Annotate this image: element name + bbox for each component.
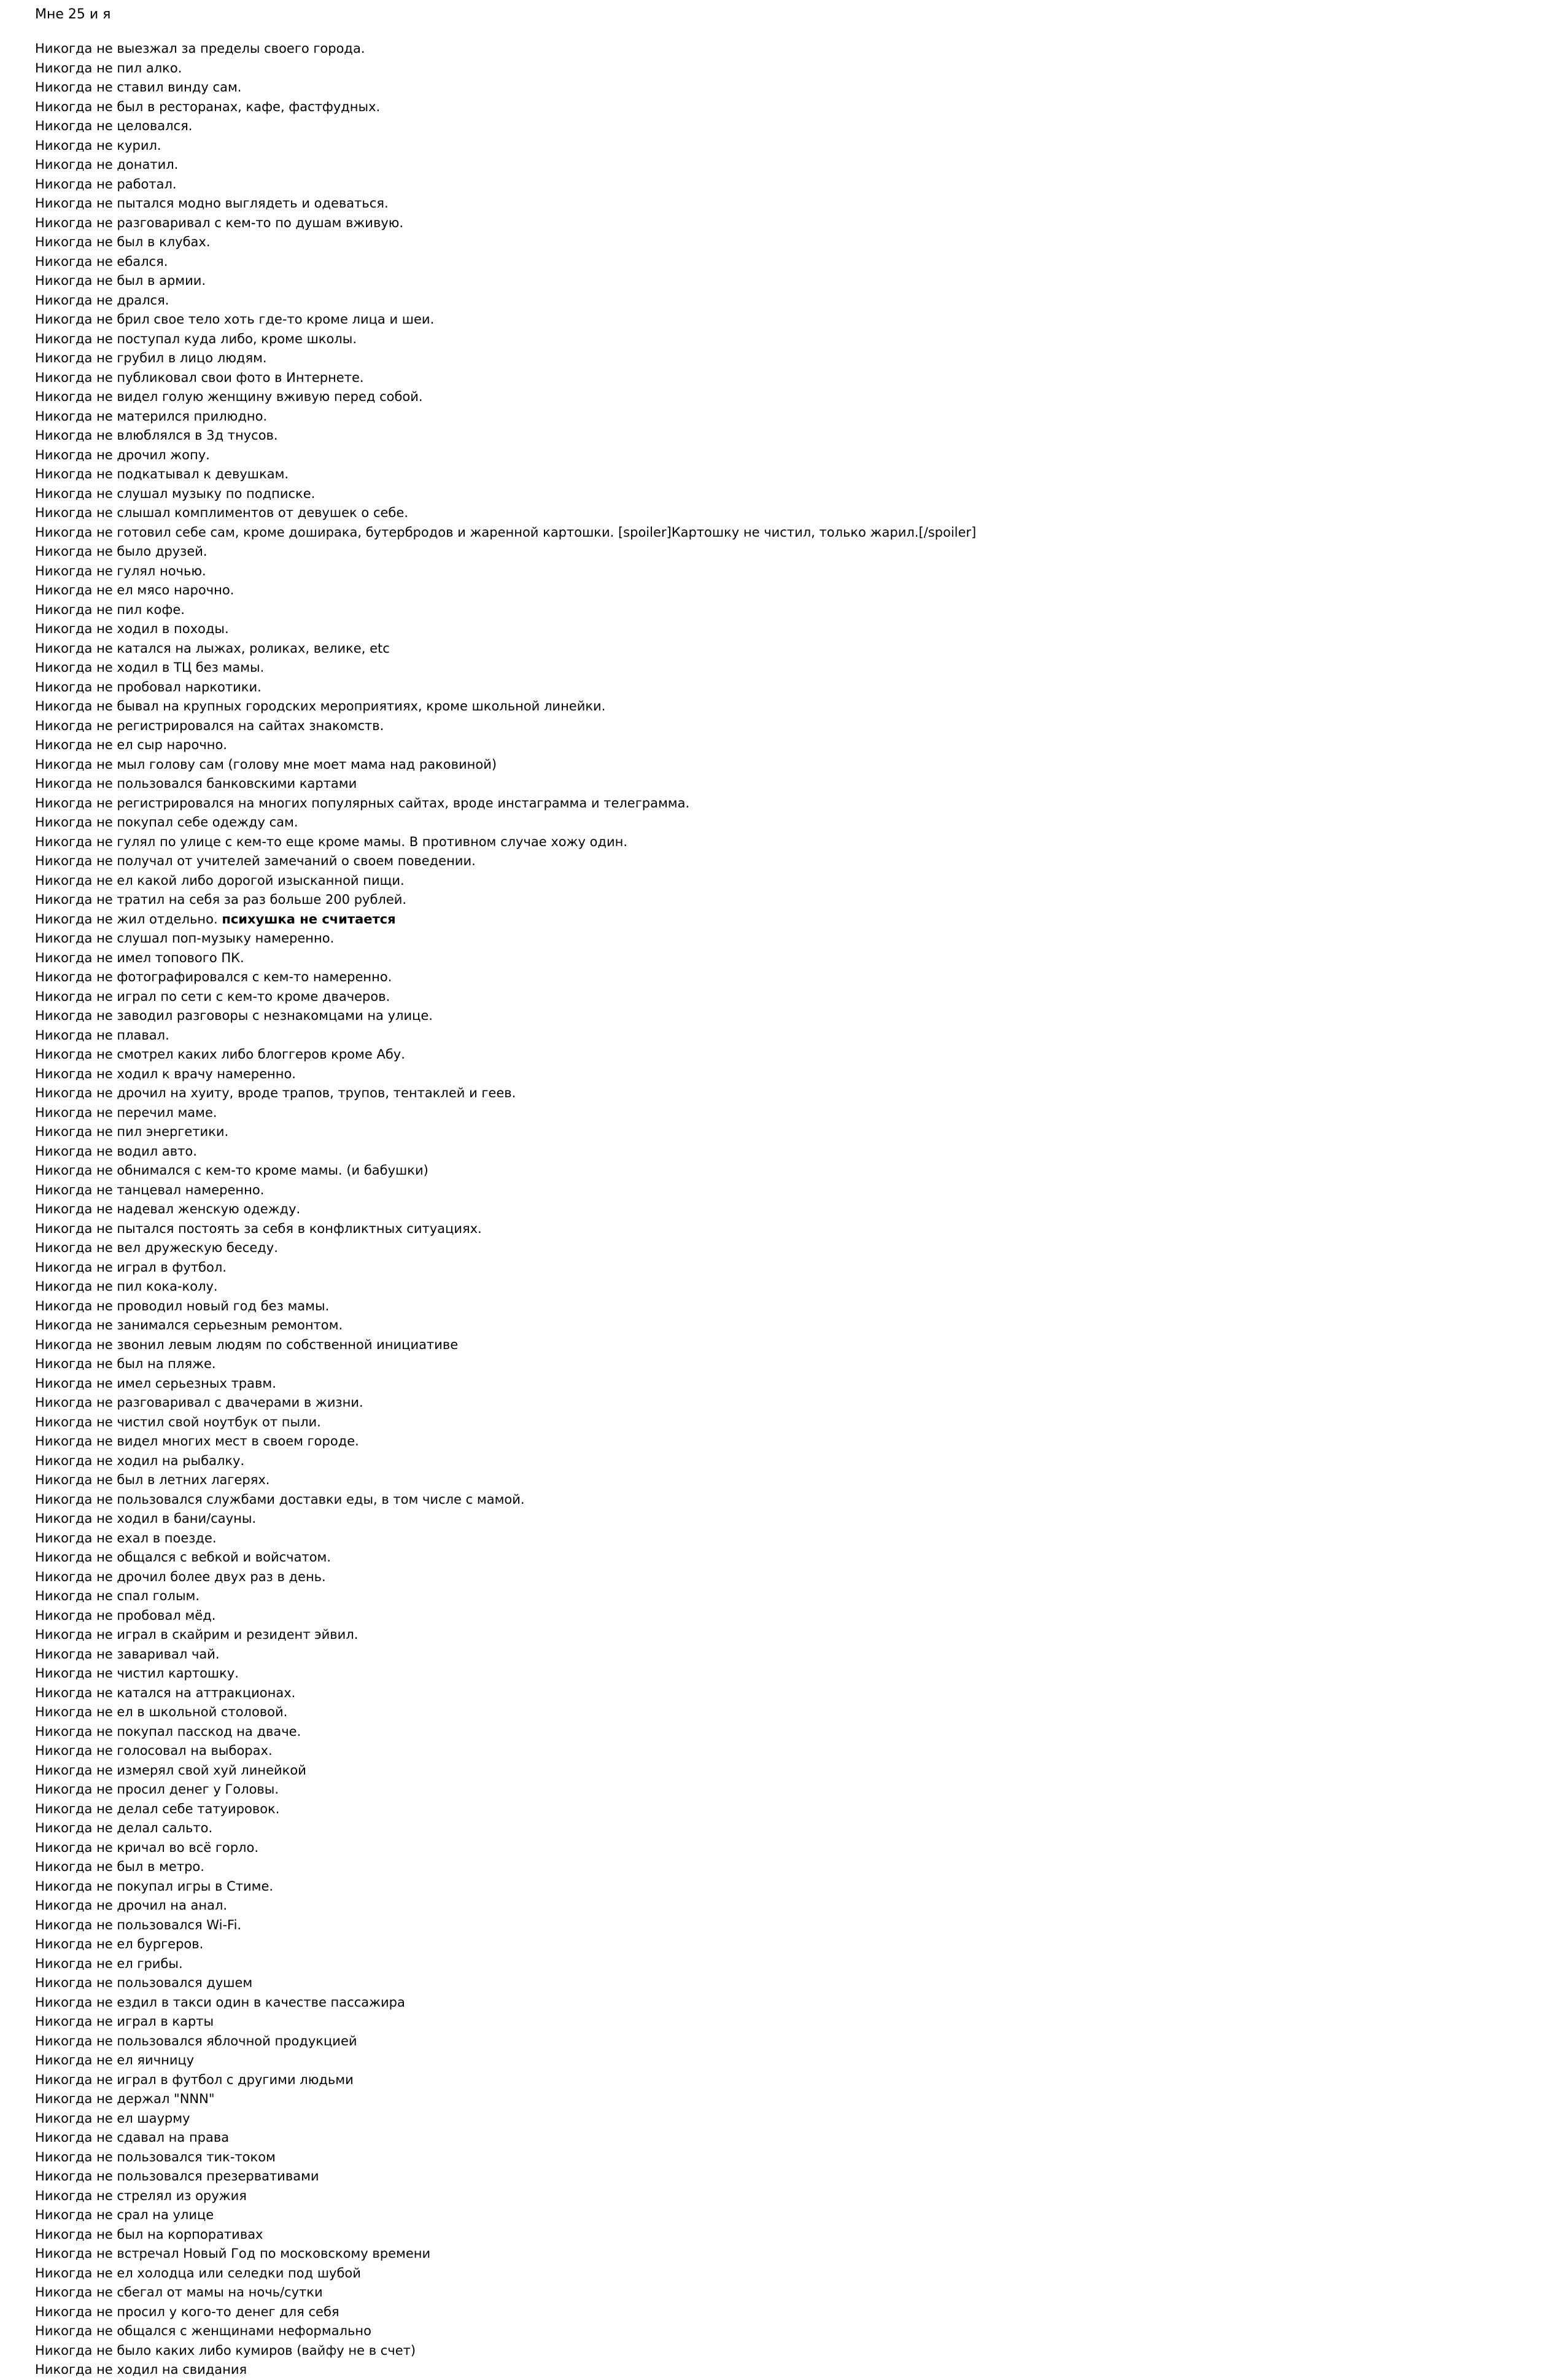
list-item: [35, 2051, 976, 2071]
list-item: [35, 1857, 976, 1877]
list-item-text: Никогда не делал себе татуировок.: [35, 1801, 280, 1816]
list-item-text: Никогда не водил авто.: [35, 1143, 197, 1159]
list-item-text: Никогда не мыл голову сам (голову мне моет мама над раковиной): [35, 756, 497, 772]
list-item-text: Никогда не ел в школьной столовой.: [35, 1705, 288, 1719]
list-item-text: Никогда не ел какой либо дорогой изысканной пищи.: [35, 873, 405, 888]
list-item: [35, 2071, 976, 2090]
list-item-text: Никогда не поступал куда либо, кроме школы.: [35, 331, 357, 346]
list-item: [35, 407, 976, 427]
list-item: [35, 1877, 976, 1897]
list-item-text: Никогда не был в клубах.: [35, 235, 211, 249]
list-item: [35, 2090, 976, 2109]
list-item: [35, 2167, 976, 2187]
list-item: [35, 194, 976, 214]
list-item-text: Никогда не пил энергетики.: [35, 1124, 229, 1139]
list-item-text: Никогда не целовался.: [35, 119, 193, 133]
list-item-text: Никогда не разговаривал с кем-то по душам вживую.: [35, 215, 404, 230]
list-item-text: Никогда не плавал.: [35, 1027, 169, 1043]
list-item: [35, 1219, 976, 1239]
list-item: [35, 1277, 976, 1297]
list-item: [35, 1935, 976, 1954]
list-item: [35, 1316, 976, 1336]
list-item: [35, 271, 976, 291]
list-item-text: Никогда не надевал женскую одежду.: [35, 1202, 301, 1216]
list-item-text: Никогда не имел серьезных травм.: [35, 1375, 276, 1391]
list-item: [35, 2148, 976, 2168]
list-item-text: Никогда не дрочил на хуиту, вроде трапов, трупов, тентаклей и геев.: [35, 1086, 516, 1100]
list-item: [35, 871, 976, 891]
list-item-text: Никогда не ходил в походы.: [35, 621, 229, 636]
list-item-text: Никогда не срал на улице: [35, 2207, 214, 2222]
list-item-text: Никогда не играл в футбол.: [35, 1259, 227, 1275]
list-item-text: Никогда не пытался модно выглядеть и одеваться.: [35, 196, 389, 211]
list-item-text: Никогда не ставил винду сам.: [35, 80, 242, 95]
list-item-text: Никогда не пользовался Wi-Fi.: [35, 1917, 242, 1932]
list-item-text: Никогда не регистрировался на сайтах знакомств.: [35, 718, 384, 733]
list-item-text: Никогда не гулял по улице с кем-то еще кроме мамы. В противном случае хожу один.: [35, 834, 628, 849]
list-item: [35, 1181, 976, 1200]
list-item-text: Никогда не пробовал наркотики.: [35, 679, 262, 694]
list-item: [35, 1819, 976, 1838]
list-item-text: Никогда не ел холодца или селедки под шубой: [35, 2265, 361, 2281]
list-item: [35, 175, 976, 195]
list-item: [35, 330, 976, 349]
list-item-text: Никогда не курил.: [35, 138, 161, 153]
list-item-text: Никогда не проводил новый год без мамы.: [35, 1298, 330, 1313]
list-item-text: Никогда не видел многих мест в своем городе.: [35, 1434, 359, 1449]
list-item: [35, 1006, 976, 1026]
list-item-text: Никогда не общался с женщинами неформально: [35, 2324, 371, 2338]
list-item: [35, 2012, 976, 2032]
list-item-text: Никогда не пользовался яблочной продукцией: [35, 2033, 357, 2048]
list-item-text: Никогда не было каких либо кумиров (вайфу не в счет): [35, 2343, 416, 2358]
list-item: [35, 59, 976, 79]
list-item: [35, 1026, 976, 1046]
list-item: [35, 1509, 976, 1529]
list-item: [35, 1161, 976, 1181]
list-item-text: Никогда не бывал на крупных городских мероприятиях, кроме школьной линейки.: [35, 699, 606, 714]
list-item: [35, 2032, 976, 2051]
list-item-text: Никогда не пользовался службами доставки еды, в том числе с мамой.: [35, 1491, 525, 1507]
list-item-text: Никогда не звонил левым людям по собственной инициативе: [35, 1337, 459, 1352]
list-item: [35, 1336, 976, 1355]
list-item: [35, 2128, 976, 2148]
list-item-text: Никогда не ел яичницу: [35, 2053, 195, 2067]
list-item: [35, 136, 976, 156]
list-item: [35, 1548, 976, 1568]
list-item: [35, 1722, 976, 1742]
list-item: [35, 1684, 976, 1703]
list-item: [35, 1393, 976, 1413]
list-item-text: Никогда не публиковал свои фото в Интернете.: [35, 370, 364, 385]
list-item-text: Никогда не ходил в ТЦ без мамы.: [35, 660, 265, 675]
list-item: [35, 252, 976, 272]
list-item-text: Никогда не дрался.: [35, 292, 169, 308]
list-item-text: Никогда не жил отдельно.: [35, 911, 222, 927]
list-item-text: Никогда не было друзей.: [35, 544, 207, 559]
list-item-text: Никогда не готовил себе сам, кроме доширака, бутербродов и жаренной картошки. [spoiler]Картошку не чистил, только жарил.[/spoiler]: [35, 524, 977, 540]
list-item: [35, 833, 976, 852]
list-item: [35, 39, 976, 59]
list-item: [35, 910, 976, 930]
list-item-text: Никогда не видел голую женщину вживую перед собой.: [35, 389, 423, 404]
list-item: [35, 562, 976, 581]
list-item: [35, 155, 976, 175]
list-item: [35, 387, 976, 407]
list-item: [35, 1954, 976, 1974]
list-item: [35, 1587, 976, 1606]
list-item: [35, 1703, 976, 1722]
list-item-text: Никогда не был на корпоративах: [35, 2226, 263, 2242]
list-item: [35, 1122, 976, 1142]
list-item-text: Никогда не делал сальто.: [35, 1821, 213, 1835]
list-item: [35, 1645, 976, 1665]
list-item-text: Никогда не выезжал за пределы своего города.: [35, 41, 365, 56]
list-item: [35, 1045, 976, 1065]
list-item-text: Никогда не стрелял из оружия: [35, 2188, 247, 2203]
list-item: [35, 1896, 976, 1916]
list-item: [35, 736, 976, 755]
list-item-text: Никогда не ебался.: [35, 254, 168, 269]
list-item: [35, 1471, 976, 1490]
list-item: [35, 542, 976, 562]
list-item-text: Никогда не играл в скайрим и резидент эйвил.: [35, 1627, 359, 1642]
list-item: [35, 2225, 976, 2245]
list-item: [35, 794, 976, 814]
page-title: Мне 25 и я: [35, 7, 111, 22]
list-item: [35, 349, 976, 368]
list-item-text: Никогда не матерился прилюдно.: [35, 408, 268, 424]
list-item: [35, 601, 976, 620]
list-item-text: Никогда не покупал себе одежду сам.: [35, 815, 298, 830]
list-item-text: Никогда не ел шаурму: [35, 2110, 190, 2126]
list-item-text: Никогда не чистил картошку.: [35, 1666, 239, 1681]
list-item: [35, 1838, 976, 1858]
list-item: [35, 1103, 976, 1123]
list-item: [35, 1065, 976, 1084]
list-item-text: Никогда не получал от учителей замечаний о своем поведении.: [35, 854, 476, 868]
list-item-text: Никогда не пользовался душем: [35, 1975, 253, 1990]
list-item: [35, 968, 976, 987]
list-item: [35, 2341, 976, 2361]
list-item-text: Никогда не разговаривал с двачерами в жизни.: [35, 1395, 363, 1410]
list-item-bold-note: психушка не считается: [222, 911, 396, 927]
list-item: [35, 1084, 976, 1103]
list-item-text: Никогда не играл по сети с кем-то кроме двачеров.: [35, 989, 390, 1004]
list-item-text: Никогда не ходил на свидания: [35, 2362, 247, 2377]
list-item: [35, 755, 976, 775]
list-item-text: Никогда не был в ресторанах, кафе, фастфудных.: [35, 99, 381, 114]
list-item: [35, 1258, 976, 1278]
list-item: [35, 1761, 976, 1781]
list-item-text: Никогда не имел топового ПК.: [35, 950, 244, 965]
list-item-text: Никогда не подкатывал к девушкам.: [35, 467, 289, 481]
list-item: [35, 1916, 976, 1935]
list-item-text: Никогда не танцевал намеренно.: [35, 1182, 265, 1197]
list-item: [35, 2303, 976, 2322]
list-item-text: Никогда не ходил на рыбалку.: [35, 1453, 245, 1468]
list-item-text: Никогда не катался на лыжах, роликах, велике, etc: [35, 640, 390, 656]
list-item: [35, 1780, 976, 1800]
list-item: [35, 368, 976, 388]
list-item: [35, 1568, 976, 1587]
list-item-text: Никогда не фотографировался с кем-то намеренно.: [35, 970, 392, 984]
list-item-text: Никогда не пользовался тик-током: [35, 2149, 276, 2164]
list-item: [35, 214, 976, 233]
list-item-text: Никогда не был в метро.: [35, 1859, 204, 1874]
list-item-text: Никогда не пытался постоять за себя в конфликтных ситуациях.: [35, 1221, 482, 1236]
list-item: [35, 697, 976, 717]
list-item: [35, 2283, 976, 2303]
list-item-text: Никогда не ехал в поезде.: [35, 1530, 217, 1546]
list-item: [35, 1432, 976, 1452]
list-item: [35, 1490, 976, 1510]
list-item: [35, 1664, 976, 1684]
list-item: [35, 504, 976, 523]
list-item: [35, 465, 976, 484]
list-item-text: Никогда не покупал игры в Стиме.: [35, 1878, 274, 1894]
list-item-text: Никогда не брил свое тело хоть где-то кроме лица и шеи.: [35, 312, 435, 327]
list-item-text: Никогда не слышал комплиментов от девушек о себе.: [35, 505, 408, 520]
never-list: [35, 39, 976, 2380]
list-item-text: Никогда не тратил на себя за раз больше 200 рублей.: [35, 892, 407, 907]
list-item-text: Никогда не вел дружескую беседу.: [35, 1240, 278, 1255]
list-item-text: Никогда не держал "NNN": [35, 2091, 215, 2106]
list-item-text: Никогда не регистрировался на многих популярных сайтах, вроде инстаграмма и телеграмма.: [35, 795, 690, 811]
list-item: [35, 1993, 976, 2013]
list-item-text: Никогда не играл в карты: [35, 2014, 214, 2029]
list-item-text: Никогда не перечил маме.: [35, 1105, 217, 1120]
list-item: [35, 1355, 976, 1374]
list-item: [35, 1413, 976, 1433]
list-item: [35, 446, 976, 465]
list-item-text: Никогда не работал.: [35, 176, 177, 192]
list-item-text: Никогда не дрочил на анал.: [35, 1898, 228, 1913]
list-item: [35, 233, 976, 252]
list-item-text: Никогда не ел бургеров.: [35, 1937, 204, 1951]
list-item: [35, 1142, 976, 1162]
list-item: [35, 1800, 976, 1819]
list-item-text: Никогда не голосовал на выборах.: [35, 1743, 273, 1758]
list-item: [35, 774, 976, 794]
list-item-text: Никогда не ел мясо нарочно.: [35, 583, 235, 597]
list-item: [35, 484, 976, 504]
list-item-text: Никогда не измерял свой хуй линейкой: [35, 1762, 306, 1778]
list-item: [35, 426, 976, 446]
list-item-text: Никогда не слушал музыку по подписке.: [35, 486, 316, 501]
list-item-text: Никогда не катался на аттракционах.: [35, 1685, 296, 1700]
list-item: [35, 1529, 976, 1549]
list-item-text: Никогда не заваривал чай.: [35, 1646, 220, 1662]
list-item-text: Никогда не дрочил жопу.: [35, 447, 210, 462]
list-item: [35, 639, 976, 659]
list-item: [35, 2109, 976, 2129]
list-item-text: Никогда не дрочил более двух раз в день.: [35, 1569, 326, 1584]
list-item: [35, 291, 976, 311]
list-item: [35, 987, 976, 1007]
list-item-text: Никогда не сбегал от мамы на ночь/сутки: [35, 2285, 323, 2300]
list-item-text: Никогда не пил кофе.: [35, 602, 185, 617]
list-item: [35, 1606, 976, 1626]
list-item: [35, 2360, 976, 2380]
list-item-text: Никогда не кричал во всё горло.: [35, 1840, 259, 1855]
list-item: [35, 2264, 976, 2284]
list-item: [35, 2244, 976, 2264]
list-item-text: Никогда не влюблялся в 3д тнусов.: [35, 428, 278, 443]
list-item-text: Никогда не покупал пасскод на дваче.: [35, 1724, 301, 1739]
list-item: [35, 581, 976, 601]
list-item: [35, 1741, 976, 1761]
list-item: [35, 658, 976, 678]
list-item: [35, 1297, 976, 1316]
list-item: [35, 620, 976, 639]
list-item: [35, 1625, 976, 1645]
list-item-text: Никогда не слушал поп-музыку намеренно.: [35, 931, 335, 946]
list-item-text: Никогда не пил алко.: [35, 60, 182, 76]
list-item-text: Никогда не занимался серьезным ремонтом.: [35, 1318, 343, 1332]
list-item-text: Никогда не спал голым.: [35, 1589, 200, 1603]
list-item: [35, 117, 976, 136]
list-item: [35, 929, 976, 949]
list-item: [35, 813, 976, 833]
list-item-text: Никогда не пил кока-колу.: [35, 1279, 218, 1294]
list-item-text: Никогда не донатил.: [35, 157, 179, 172]
list-item-text: Никогда не был на пляже.: [35, 1356, 216, 1371]
list-item: [35, 890, 976, 910]
list-item-text: Никогда не ездил в такси один в качестве пассажира: [35, 1994, 405, 2010]
list-item: [35, 717, 976, 736]
list-item-text: Никогда не пользовался презервативами: [35, 2169, 319, 2184]
list-item: [35, 2206, 976, 2225]
list-item: [35, 2322, 976, 2341]
list-item: [35, 1239, 976, 1258]
list-item-text: Никогда не просил у кого-то денег для себя: [35, 2304, 339, 2319]
list-item: [35, 1452, 976, 1471]
list-item-text: Никогда не обнимался с кем-то кроме мамы. (и бабушки): [35, 1163, 428, 1178]
list-item-text: Никогда не ходил к врачу намеренно.: [35, 1066, 296, 1081]
list-item-text: Никогда не гулял ночью.: [35, 563, 206, 578]
list-item-text: Никогда не смотрел каких либо блоггеров кроме Абу.: [35, 1047, 405, 1062]
list-item-text: Никогда не играл в футбол с другими людьми: [35, 2072, 354, 2087]
list-item-text: Никогда не просил денег у Головы.: [35, 1782, 279, 1797]
list-item: [35, 1974, 976, 1993]
list-item-text: Никогда не сдавал на права: [35, 2130, 230, 2145]
list-item-text: Никогда не был в армии.: [35, 273, 206, 288]
list-item: [35, 78, 976, 98]
list-item: [35, 98, 976, 117]
list-item: [35, 678, 976, 698]
list-item: [35, 1374, 976, 1394]
list-item-text: Никогда не пользовался банковскими картами: [35, 776, 357, 791]
list-item-text: Никогда не заводил разговоры с незнакомцами на улице.: [35, 1008, 433, 1023]
list-item-text: Никогда не ходил в бани/сауны.: [35, 1511, 257, 1526]
list-item: [35, 1200, 976, 1219]
list-item-text: Никогда не ел грибы.: [35, 1956, 183, 1971]
list-item-text: Никогда не грубил в лицо людям.: [35, 351, 267, 365]
list-item-text: Никогда не ел сыр нарочно.: [35, 737, 227, 752]
list-item-text: Никогда не чистил свой ноутбук от пыли.: [35, 1414, 321, 1429]
list-item: [35, 2187, 976, 2206]
list-item: [35, 523, 976, 543]
list-item: [35, 310, 976, 330]
list-item: [35, 852, 976, 871]
list-item-text: Никогда не пробовал мёд.: [35, 1608, 216, 1623]
list-item: [35, 949, 976, 968]
list-item-text: Никогда не встречал Новый Год по московскому времени: [35, 2246, 431, 2261]
list-item-text: Никогда не общался с вебкой и войсчатом.: [35, 1550, 332, 1565]
list-item-text: Никогда не был в летних лагерях.: [35, 1472, 270, 1487]
